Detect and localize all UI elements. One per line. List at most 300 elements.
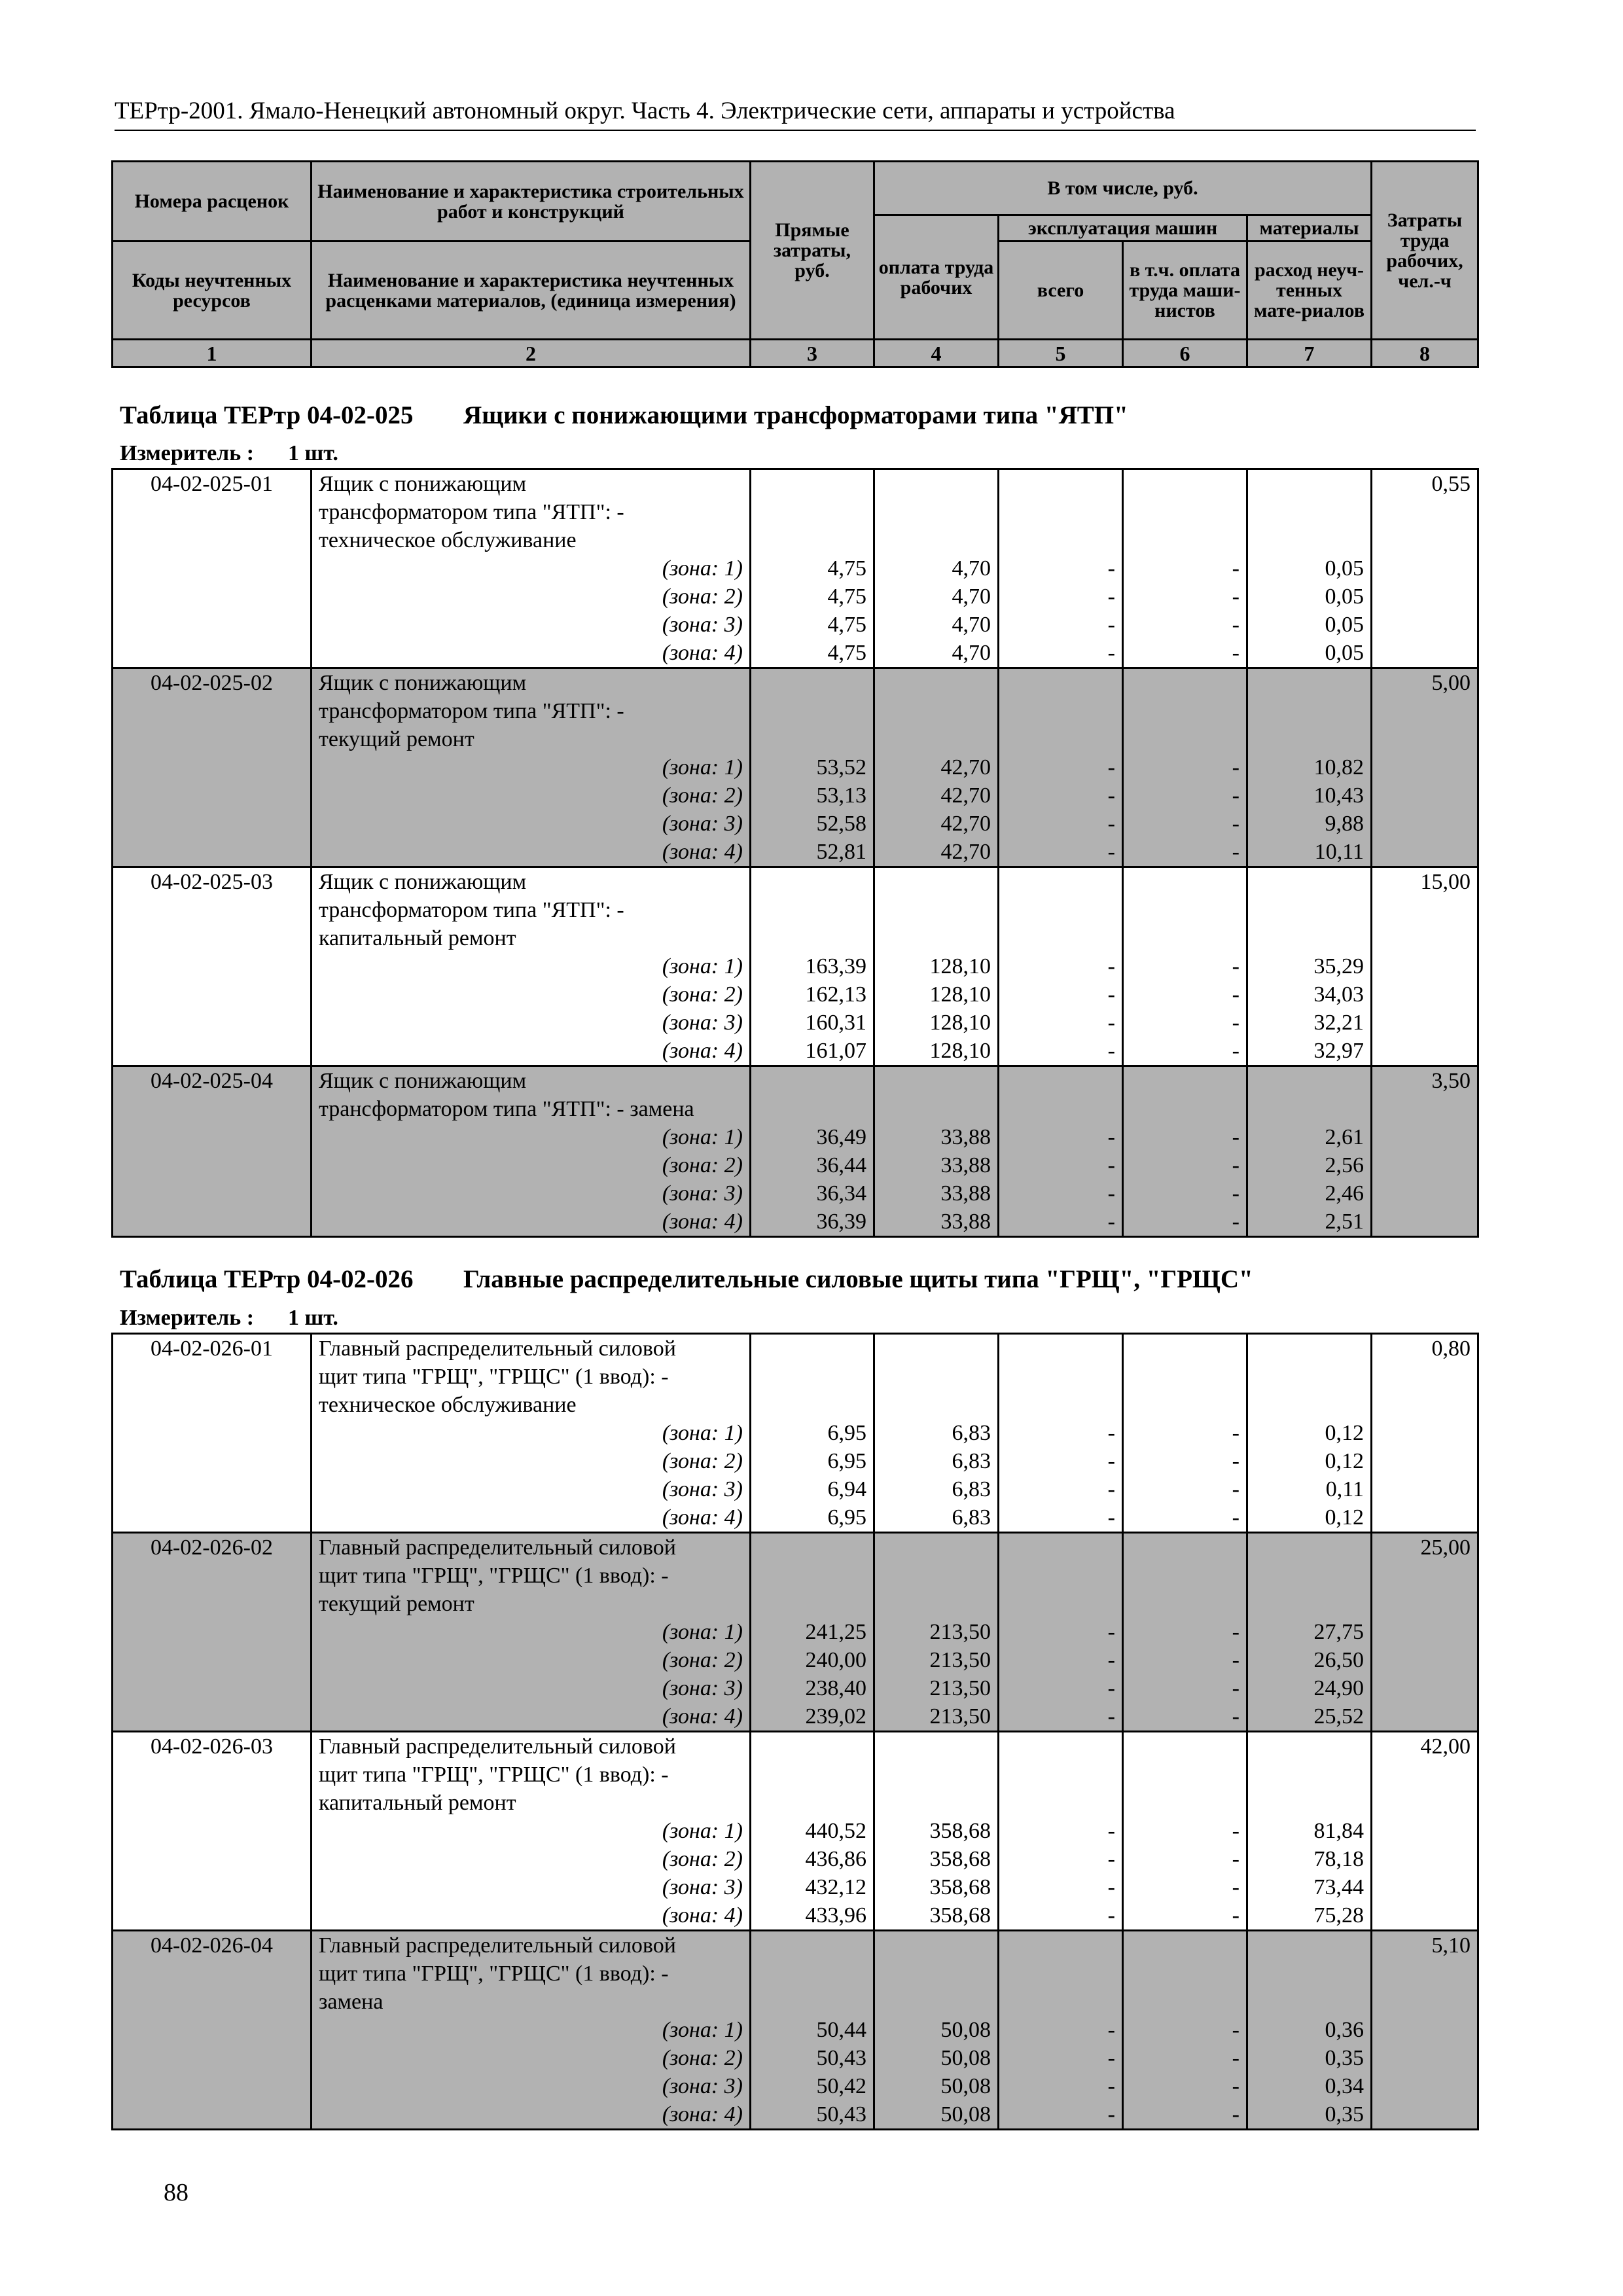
machinist-pay: - (1232, 1875, 1240, 1899)
machinist-pay-cell (1123, 1931, 1247, 2130)
spacer (758, 868, 866, 896)
rate-description (312, 1334, 751, 1533)
spacer (758, 1363, 866, 1391)
spacer (1006, 1391, 1115, 1419)
spacer (1255, 697, 1364, 725)
rate-row (113, 1732, 1478, 1931)
machinist-pay: - (1232, 1011, 1240, 1035)
zone-label: (зона: 2) (662, 584, 743, 609)
labor-pay: 42,70 (940, 755, 991, 780)
labor-pay-cell (874, 668, 999, 867)
description-line: Ящик с понижающим (319, 671, 527, 695)
spacer (1255, 1732, 1364, 1761)
rate-description (312, 1931, 751, 2130)
description-line: текущий ремонт (319, 727, 474, 751)
machine-cost-cell (999, 469, 1123, 668)
zone-label: (зона: 2) (662, 2046, 743, 2070)
description-line: замена (319, 1990, 383, 2014)
machine-cost: - (1107, 556, 1115, 581)
machine-cost: - (1107, 1153, 1115, 1177)
description-line: капитальный ремонт (319, 926, 516, 950)
unit-line (120, 440, 338, 467)
machine-cost: - (1107, 1210, 1115, 1234)
material-cost: 0,12 (1325, 1505, 1364, 1530)
machine-cost: - (1107, 1847, 1115, 1871)
direct-cost: 6,94 (827, 1477, 866, 1501)
machinist-pay: - (1232, 1903, 1240, 1928)
spacer (758, 1335, 866, 1363)
rates-table-body (113, 1334, 1478, 2130)
col-header-v-t-ch: в т.ч. оплата труда маши-нистов (1123, 242, 1247, 340)
material-cost-cell (1247, 1931, 1372, 2130)
description-line: капитальный ремонт (319, 1791, 516, 1815)
machinist-pay: - (1232, 840, 1240, 864)
zone-label: (зона: 1) (662, 1620, 743, 1644)
labor-pay: 4,70 (952, 613, 991, 637)
spacer (1255, 1067, 1364, 1095)
labor-pay: 6,83 (952, 1449, 991, 1473)
material-cost: 0,11 (1325, 1477, 1364, 1501)
zone-label: (зона: 1) (662, 1125, 743, 1149)
machine-cost: - (1107, 2102, 1115, 2126)
machinist-pay: - (1232, 1125, 1240, 1149)
machinist-pay: - (1232, 641, 1240, 665)
labor-pay: 213,50 (929, 1704, 991, 1729)
labor-pay: 128,10 (929, 982, 991, 1007)
spacer (1130, 1761, 1240, 1789)
machine-cost: - (1107, 1676, 1115, 1700)
col-num: 3 (751, 340, 874, 367)
zone-label: (зона: 3) (662, 812, 743, 836)
machine-cost: - (1107, 1125, 1115, 1149)
spacer (1006, 1988, 1115, 2016)
labor-pay-cell (874, 1732, 999, 1931)
direct-cost: 161,07 (805, 1039, 866, 1063)
labor-pay: 6,83 (952, 1421, 991, 1445)
col-header-oplata: оплата труда рабочих (874, 215, 999, 340)
spacer (1255, 669, 1364, 697)
direct-cost: 436,86 (805, 1847, 866, 1871)
machine-cost: - (1107, 1648, 1115, 1672)
machinist-pay: - (1232, 2018, 1240, 2042)
spacer (1130, 697, 1240, 725)
unit-label: Измеритель : (120, 441, 255, 465)
machinist-pay-cell (1123, 1732, 1247, 1931)
direct-cost: 6,95 (827, 1449, 866, 1473)
material-cost: 0,35 (1325, 2046, 1364, 2070)
labor-pay: 4,70 (952, 641, 991, 665)
spacer (1006, 1363, 1115, 1391)
col-header-v-tom-chisle: В том числе, руб. (874, 162, 1372, 215)
spacer (758, 1931, 866, 1960)
spacer (1255, 1988, 1364, 2016)
machinist-pay: - (1232, 1477, 1240, 1501)
description-line: Ящик с понижающим (319, 870, 527, 894)
zone-label: (зона: 3) (662, 1676, 743, 1700)
machinist-pay-cell (1123, 668, 1247, 867)
spacer (1130, 498, 1240, 526)
spacer (882, 1562, 991, 1590)
spacer (1130, 1067, 1240, 1095)
spacer (1255, 868, 1364, 896)
machinist-pay: - (1232, 1648, 1240, 1672)
rate-row (113, 469, 1478, 668)
spacer (882, 526, 991, 554)
spacer (1006, 868, 1115, 896)
zone-label: (зона: 1) (662, 954, 743, 978)
unit-label: Измеритель : (120, 1306, 255, 1330)
description-line: щит типа "ГРЩ", "ГРЩС" (1 ввод): - (319, 1365, 669, 1389)
spacer (758, 470, 866, 498)
spacer (1130, 1534, 1240, 1562)
description-line: техническое обслуживание (319, 528, 577, 552)
spacer (1130, 470, 1240, 498)
spacer (1255, 1562, 1364, 1590)
spacer (1255, 498, 1364, 526)
machine-cost-cell (999, 668, 1123, 867)
spacer (758, 1988, 866, 2016)
spacer (758, 669, 866, 697)
spacer (882, 1534, 991, 1562)
zone-label: (зона: 2) (662, 1847, 743, 1871)
material-cost: 35,29 (1313, 954, 1364, 978)
description-line: Главный распределительный силовой (319, 1336, 676, 1361)
table-name: Ящики с понижающими трансформаторами типа "ЯТП" (463, 401, 1128, 429)
labor-pay-cell (874, 867, 999, 1066)
col-header-pryamye: Прямые затраты, руб. (751, 162, 874, 340)
material-cost: 2,56 (1325, 1153, 1364, 1177)
spacer (758, 1960, 866, 1988)
spacer (882, 1335, 991, 1363)
rate-description (312, 867, 751, 1066)
machinist-pay: - (1232, 982, 1240, 1007)
labor-hours: 5,00 (1372, 668, 1478, 867)
description-line: трансформатором типа "ЯТП": - (319, 500, 624, 524)
machine-cost-cell (999, 1732, 1123, 1931)
zone-label: (зона: 1) (662, 2018, 743, 2042)
machinist-pay: - (1232, 1449, 1240, 1473)
direct-cost: 4,75 (827, 556, 866, 581)
direct-cost: 53,13 (816, 783, 866, 808)
spacer (758, 1534, 866, 1562)
col-num: 2 (312, 340, 751, 367)
direct-cost: 50,43 (816, 2046, 866, 2070)
spacer (1006, 1590, 1115, 1618)
machine-cost: - (1107, 1421, 1115, 1445)
spacer (758, 896, 866, 924)
spacer (882, 924, 991, 952)
spacer (1130, 669, 1240, 697)
direct-cost-cell (751, 1732, 874, 1931)
spacer (1006, 1335, 1115, 1363)
labor-pay-cell (874, 1066, 999, 1237)
labor-pay: 33,88 (940, 1181, 991, 1206)
spacer (758, 1391, 866, 1419)
machinist-pay: - (1232, 2046, 1240, 2070)
spacer (1006, 1534, 1115, 1562)
spacer (882, 896, 991, 924)
spacer (1006, 896, 1115, 924)
description-line: текущий ремонт (319, 1592, 474, 1616)
zone-label: (зона: 4) (662, 840, 743, 864)
spacer (1006, 1562, 1115, 1590)
labor-hours: 25,00 (1372, 1533, 1478, 1732)
machinist-pay: - (1232, 755, 1240, 780)
direct-cost: 4,75 (827, 641, 866, 665)
description-line: Главный распределительный силовой (319, 1535, 676, 1560)
machinist-pay-cell (1123, 469, 1247, 668)
spacer (1130, 1988, 1240, 2016)
rate-row (113, 1334, 1478, 1533)
zone-label: (зона: 4) (662, 2102, 743, 2126)
spacer (882, 1931, 991, 1960)
zone-label: (зона: 4) (662, 1210, 743, 1234)
labor-pay: 213,50 (929, 1648, 991, 1672)
labor-pay: 358,68 (929, 1847, 991, 1871)
col-num: 6 (1123, 340, 1247, 367)
rate-code: 04-02-025-04 (113, 1066, 312, 1237)
machine-cost-cell (999, 1066, 1123, 1237)
spacer (1006, 1931, 1115, 1960)
rate-code: 04-02-026-04 (113, 1931, 312, 2130)
direct-cost-cell (751, 469, 874, 668)
machine-cost-cell (999, 867, 1123, 1066)
spacer (758, 526, 866, 554)
material-cost: 27,75 (1313, 1620, 1364, 1644)
spacer (1255, 725, 1364, 753)
rate-row (113, 1066, 1478, 1237)
material-cost: 10,43 (1313, 783, 1364, 808)
labor-pay: 358,68 (929, 1903, 991, 1928)
rate-code: 04-02-026-03 (113, 1732, 312, 1931)
labor-pay: 42,70 (940, 840, 991, 864)
spacer (1255, 1335, 1364, 1363)
zone-label: (зона: 2) (662, 1153, 743, 1177)
zone-label: (зона: 4) (662, 641, 743, 665)
material-cost: 73,44 (1313, 1875, 1364, 1899)
material-cost: 10,82 (1313, 755, 1364, 780)
machinist-pay: - (1232, 1153, 1240, 1177)
machinist-pay: - (1232, 1704, 1240, 1729)
spacer (1255, 1590, 1364, 1618)
description-line: трансформатором типа "ЯТП": - (319, 699, 624, 723)
labor-pay: 6,83 (952, 1505, 991, 1530)
spacer (758, 1590, 866, 1618)
machinist-pay: - (1232, 954, 1240, 978)
labor-pay: 128,10 (929, 1039, 991, 1063)
material-cost-cell (1247, 1533, 1372, 1732)
rate-description (312, 1533, 751, 1732)
labor-pay: 50,08 (940, 2018, 991, 2042)
labor-pay: 4,70 (952, 556, 991, 581)
rate-row (113, 867, 1478, 1066)
labor-hours: 0,80 (1372, 1334, 1478, 1533)
description-line: Ящик с понижающим (319, 472, 527, 496)
table-number: Таблица ТЕРтр 04-02-026 (120, 1265, 414, 1293)
description-line: Главный распределительный силовой (319, 1734, 676, 1759)
direct-cost: 162,13 (805, 982, 866, 1007)
direct-cost: 241,25 (805, 1620, 866, 1644)
spacer (882, 1761, 991, 1789)
spacer (1006, 1960, 1115, 1988)
zone-label: (зона: 1) (662, 1421, 743, 1445)
spacer (1130, 526, 1240, 554)
direct-cost: 6,95 (827, 1421, 866, 1445)
spacer (882, 1988, 991, 2016)
machinist-pay: - (1232, 1676, 1240, 1700)
spacer (1255, 1095, 1364, 1123)
description-line: трансформатором типа "ЯТП": - замена (319, 1097, 694, 1121)
machine-cost: - (1107, 1181, 1115, 1206)
spacer (1255, 1761, 1364, 1789)
spacer (882, 1363, 991, 1391)
material-cost: 10,11 (1314, 840, 1364, 864)
spacer (758, 924, 866, 952)
zone-label: (зона: 1) (662, 755, 743, 780)
col-num: 8 (1372, 340, 1478, 367)
machinist-pay: - (1232, 1505, 1240, 1530)
machine-cost: - (1107, 2018, 1115, 2042)
machine-cost: - (1107, 954, 1115, 978)
labor-pay-cell (874, 1533, 999, 1732)
material-cost: 25,52 (1313, 1704, 1364, 1729)
machinist-pay: - (1232, 1421, 1240, 1445)
col-header-kody: Коды неучтенных ресурсов (113, 242, 312, 340)
rates-table-body (113, 469, 1478, 1237)
direct-cost: 240,00 (805, 1648, 866, 1672)
material-cost-cell (1247, 1732, 1372, 1931)
rates-table (111, 1333, 1479, 2130)
description-line: щит типа "ГРЩ", "ГРЩС" (1 ввод): - (319, 1962, 669, 1986)
direct-cost-cell (751, 1931, 874, 2130)
spacer (1006, 697, 1115, 725)
direct-cost: 4,75 (827, 613, 866, 637)
direct-cost: 36,44 (816, 1153, 866, 1177)
material-cost: 2,46 (1325, 1181, 1364, 1206)
spacer (1130, 1590, 1240, 1618)
material-cost: 0,34 (1325, 2074, 1364, 2098)
spacer (882, 697, 991, 725)
column-header-table (111, 160, 1479, 368)
col-header-vsego: всего (999, 242, 1123, 340)
machine-cost: - (1107, 584, 1115, 609)
spacer (1130, 868, 1240, 896)
direct-cost-cell (751, 1533, 874, 1732)
spacer (758, 725, 866, 753)
rate-code: 04-02-025-02 (113, 668, 312, 867)
spacer (1006, 1067, 1115, 1095)
material-cost: 34,03 (1313, 982, 1364, 1007)
direct-cost: 36,49 (816, 1125, 866, 1149)
labor-pay: 50,08 (940, 2046, 991, 2070)
zone-label: (зона: 1) (662, 556, 743, 581)
machinist-pay: - (1232, 1819, 1240, 1843)
rate-row (113, 668, 1478, 867)
spacer (1130, 1562, 1240, 1590)
spacer (882, 470, 991, 498)
spacer (1130, 1789, 1240, 1817)
table-title (120, 1265, 1253, 1295)
machinist-pay: - (1232, 1620, 1240, 1644)
spacer (1255, 1534, 1364, 1562)
col-header-naim1: Наименование и характеристика строительных работ и конструкций (312, 162, 751, 242)
spacer (758, 697, 866, 725)
spacer (758, 1789, 866, 1817)
spacer (1130, 924, 1240, 952)
spacer (1006, 669, 1115, 697)
rate-code: 04-02-025-01 (113, 469, 312, 668)
zone-label: (зона: 2) (662, 982, 743, 1007)
spacer (1006, 1732, 1115, 1761)
direct-cost: 52,58 (816, 812, 866, 836)
spacer (882, 725, 991, 753)
table-name: Главные распределительные силовые щиты типа "ГРЩ", "ГРЩС" (463, 1265, 1253, 1293)
col-num: 7 (1247, 340, 1372, 367)
machinist-pay: - (1232, 2102, 1240, 2126)
spacer (1130, 896, 1240, 924)
machine-cost: - (1107, 613, 1115, 637)
machine-cost: - (1107, 1449, 1115, 1473)
material-cost-cell (1247, 1066, 1372, 1237)
machinist-pay: - (1232, 1181, 1240, 1206)
description-line: Ящик с понижающим (319, 1069, 527, 1093)
direct-cost-cell (751, 668, 874, 867)
labor-pay: 128,10 (929, 1011, 991, 1035)
table-title (120, 401, 1128, 431)
direct-cost: 163,39 (805, 954, 866, 978)
labor-pay: 358,68 (929, 1819, 991, 1843)
zone-label: (зона: 4) (662, 1903, 743, 1928)
spacer (882, 1590, 991, 1618)
labor-pay: 50,08 (940, 2102, 991, 2126)
direct-cost: 50,43 (816, 2102, 866, 2126)
spacer (1006, 1095, 1115, 1123)
direct-cost: 238,40 (805, 1676, 866, 1700)
machine-cost: - (1107, 2074, 1115, 2098)
direct-cost: 239,02 (805, 1704, 866, 1729)
spacer (1255, 526, 1364, 554)
spacer (1255, 1960, 1364, 1988)
labor-pay-cell (874, 469, 999, 668)
zone-label: (зона: 3) (662, 2074, 743, 2098)
labor-pay: 33,88 (940, 1125, 991, 1149)
machinist-pay-cell (1123, 1334, 1247, 1533)
direct-cost: 4,75 (827, 584, 866, 609)
labor-hours: 42,00 (1372, 1732, 1478, 1931)
zone-label: (зона: 3) (662, 1477, 743, 1501)
spacer (1130, 1960, 1240, 1988)
zone-label: (зона: 3) (662, 1181, 743, 1206)
col-header-ekspl: эксплуатация машин (999, 215, 1247, 242)
direct-cost: 53,52 (816, 755, 866, 780)
spacer (1006, 526, 1115, 554)
machine-cost: - (1107, 812, 1115, 836)
machine-cost: - (1107, 1875, 1115, 1899)
col-header-naim2: Наименование и характеристика неучтенных расценками материалов, (единица измерения) (312, 242, 751, 340)
machinist-pay: - (1232, 812, 1240, 836)
spacer (1255, 1789, 1364, 1817)
direct-cost-cell (751, 1066, 874, 1237)
spacer (1255, 470, 1364, 498)
material-cost: 0,05 (1325, 613, 1364, 637)
description-line: трансформатором типа "ЯТП": - (319, 898, 624, 922)
machinist-pay: - (1232, 2074, 1240, 2098)
zone-label: (зона: 3) (662, 1875, 743, 1899)
direct-cost: 160,31 (805, 1011, 866, 1035)
page-number: 88 (164, 2179, 188, 2206)
material-cost: 0,12 (1325, 1421, 1364, 1445)
spacer (882, 498, 991, 526)
